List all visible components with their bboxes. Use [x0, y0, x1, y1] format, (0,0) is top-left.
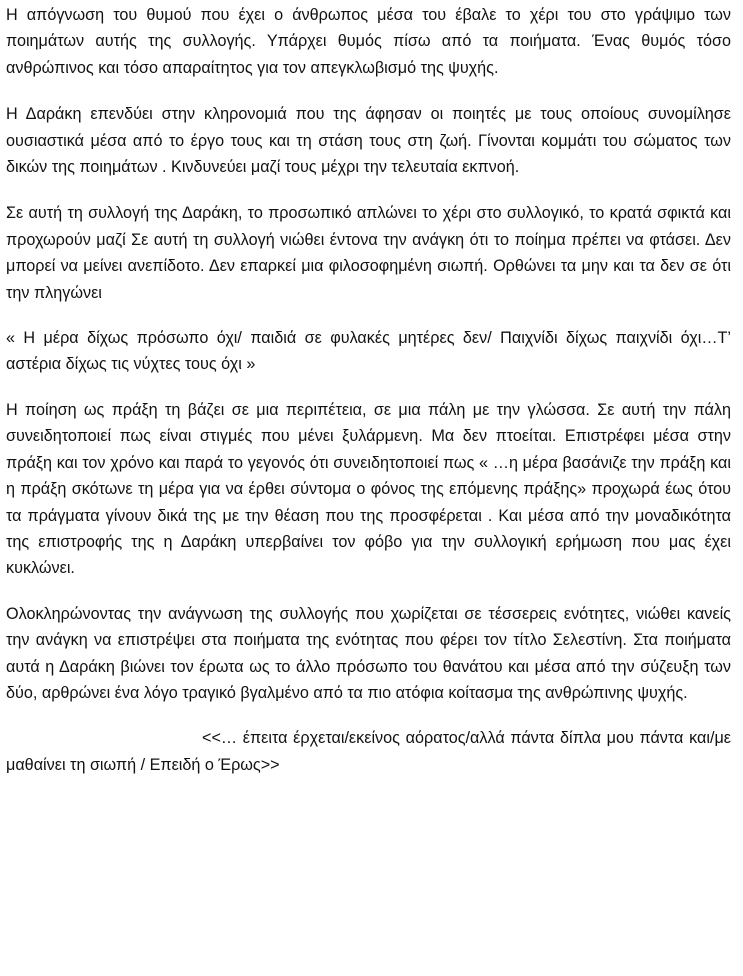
paragraph-2: Η Δαράκη επενδύει στην κληρονομιά που της άφησαν οι ποιητές με τους οποίους συνομίλησε ουσιαστικά μέσα από το έργο τους και τη στάση τους στη ζωή. Γίνονται κομμάτι του σώματος των δικών της ποιημάτων . Κινδυνεύει μαζί τους μέχρι την τελευταία εκπνοή. [6, 105, 731, 177]
paragraph-5: Η ποίηση ως πράξη τη βάζει σε μια περιπέτεια, σε μια πάλη με την γλώσσα. Σε αυτή την πάλη συνειδητοποιεί πως είναι στιγμές που μένει ξυλάρμενη. Μα δεν πτοείται. Επιστρέφει μέσα στην πράξη και τον χρόνο και παρά το γεγονός ότι συνειδητοποιεί πως « …η μέρα βασάνιζε την πράξη και η πράξη σκότωνε τη μέρα για να έρθει σύντομα ο φόνος της επόμενης πράξης» προχωρά έως ότου τα πράγματα γίνουν δικά της με την θέαση που της προσφέρεται . Και μέσα από την μοναδικότητα της επιστροφής της η Δαράκη υπερβαίνει τον φόβο για την συλλογική ερήμωση που μας έχει κυκλώνει. [6, 400, 731, 578]
closing-quote [6, 725, 731, 778]
quote-paragraph: « Η μέρα δίχως πρόσωπο όχι/ παιδιά σε φυλακές μητέρες δεν/ Παιχνίδι δίχως παιχνίδι όχι…Τ’ αστέρια δίχως τις νύχτες τους όχι » [6, 329, 731, 374]
paragraph-6: Ολοκληρώνοντας την ανάγνωση της συλλογής που χωρίζεται σε τέσσερεις ενότητες, νιώθει κανείς την ανάγκη να επιστρέψει στα ποιήματα της ενότητας που φέρει τον τίτλο Σελεστίνη. Στα ποιήματα αυτά η Δαράκη βιώνει τον έρωτα ως το άλλο πρόσωπο του θανάτου και μέσα από την σύζευξη των δύο, αρθρώνει ένα λόγο τραγικό βγαλμένο από τα πιο ατόφια κοίτασμα της ανθρώπινης ψυχής. [6, 604, 731, 702]
paragraph-1: Η απόγνωση του θυμού που έχει ο άνθρωπος μέσα του έβαλε το χέρι του στο γράψιμο των ποιημάτων αυτής της συλλογής. Υπάρχει θυμός πίσω από τα ποιήματα. Ένας θυμός τόσο ανθρώπινος και τόσο απαραίτητος για τον απεγκλωβισμό της ψυχής. [6, 6, 731, 77]
closing-quote-text: <<… έπειτα έρχεται/εκείνος αόρατος/αλλά πάντα δίπλα μου πάντα και/με μαθαίνει τη σιωπή / Επειδή ο Έρως>> [6, 729, 731, 774]
paragraph-3: Σε αυτή τη συλλογή της Δαράκη, το προσωπικό απλώνει το χέρι στο συλλογικό, το κρατά σφικτά και προχωρούν μαζί Σε αυτή τη συλλογή νιώθει έντονα την ανάγκη ότι το ποίημα πρέπει να φτάσει. Δεν μπορεί να μείνει ανεπίδοτο. Δεν επαρκεί μια φιλοσοφημένη σιωπή. Ορθώνει τα μην και τα δεν σε ότι την πληγώνει [6, 204, 731, 302]
